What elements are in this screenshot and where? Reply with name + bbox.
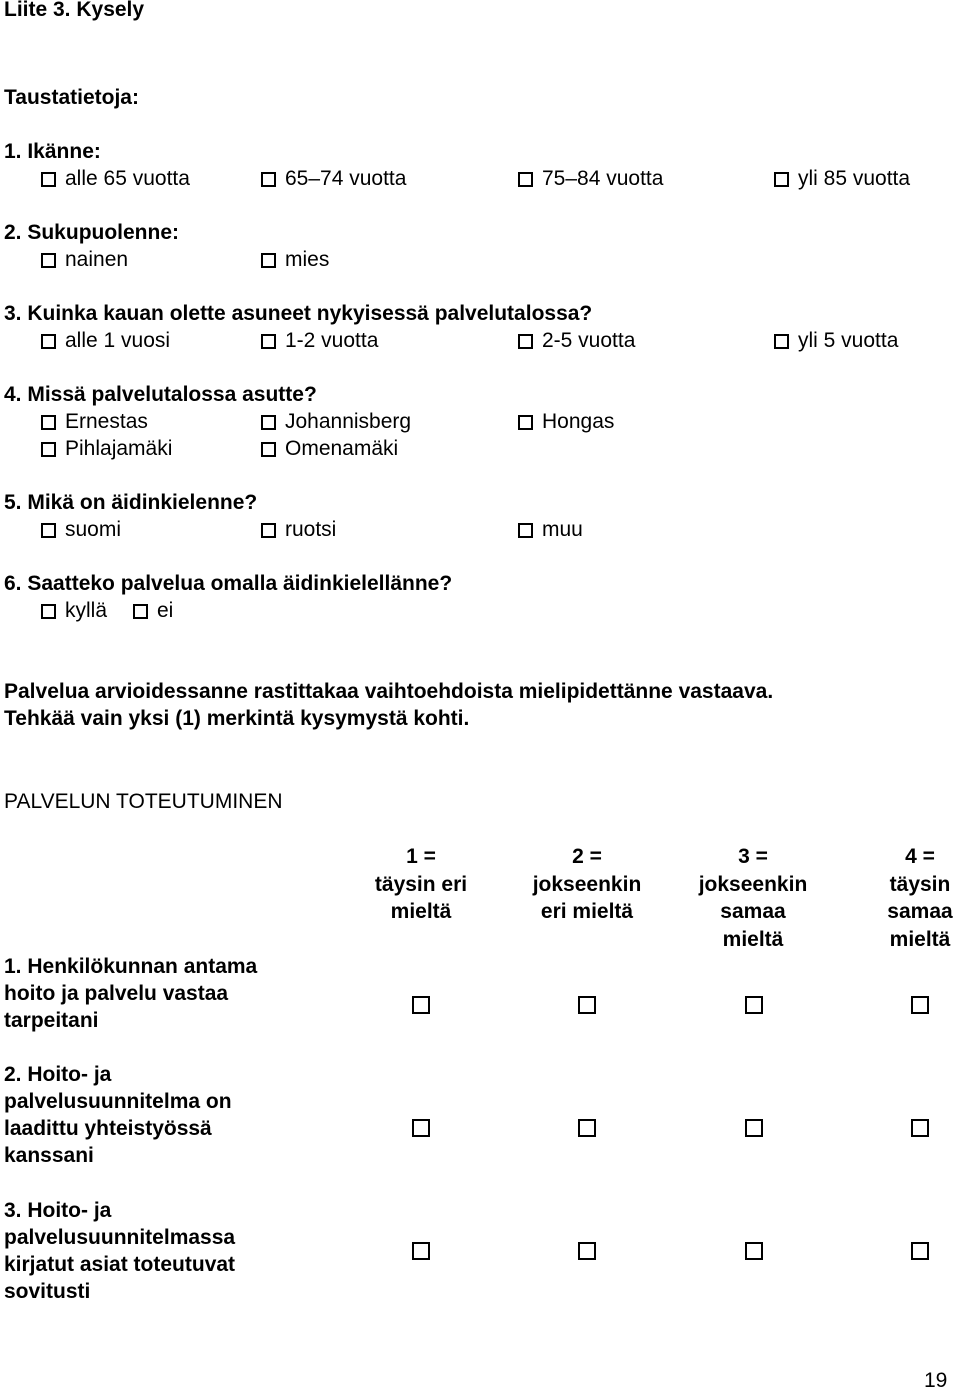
scale-heading-2: 2 = jokseenkin eri mieltä [532,845,642,923]
checkbox[interactable] [261,523,276,538]
rating-checkbox[interactable] [911,1242,929,1260]
rating-checkbox[interactable] [745,996,763,1014]
checkbox[interactable] [41,442,56,457]
scale-heading-4: 4 = täysin samaa mieltä [887,845,953,951]
appendix-title: Liite 3. Kysely [4,0,145,21]
gender-option-male[interactable]: mies [261,247,329,273]
question-residence-duration: 3. Kuinka kauan olette asuneet nykyisessä palvelutalossa? [4,302,593,325]
rating-checkbox[interactable] [412,996,430,1014]
age-option-over-85[interactable]: yli 85 vuotta [774,166,910,192]
language-option-finnish[interactable]: suomi [41,517,121,543]
house-option-johannisberg[interactable]: Johannisberg [261,409,411,435]
rating-checkbox[interactable] [412,1242,430,1260]
rating-checkbox[interactable] [578,996,596,1014]
checkbox[interactable] [261,172,276,187]
checkbox[interactable] [518,172,533,187]
checkbox[interactable] [774,334,789,349]
scale-heading-3: 3 = jokseenkin samaa mieltä [698,845,808,951]
house-option-pihlajamaki[interactable]: Pihlajamäki [41,436,172,462]
duration-option-over-5[interactable]: yli 5 vuotta [774,328,898,354]
service-language-option-yes[interactable]: kyllä [41,598,107,624]
language-option-other[interactable]: muu [518,517,583,543]
page-number: 19 [924,1369,948,1392]
checkbox[interactable] [41,334,56,349]
duration-option-1-2[interactable]: 1-2 vuotta [261,328,378,354]
checkbox[interactable] [41,253,56,268]
checkbox[interactable] [41,523,56,538]
background-heading: Taustatietoja: [4,86,139,109]
checkbox[interactable] [261,442,276,457]
duration-option-2-5[interactable]: 2-5 vuotta [518,328,635,354]
house-option-omenamaki[interactable]: Omenamäki [261,436,398,462]
rating-checkbox[interactable] [578,1242,596,1260]
language-option-swedish[interactable]: ruotsi [261,517,336,543]
checkbox[interactable] [261,415,276,430]
rating-item-text: 1. Henkilökunnan antama hoito ja palvelu vastaa tarpeitani [4,955,258,1032]
question-age: 1. Ikänne: [4,140,101,163]
rating-checkbox[interactable] [745,1119,763,1137]
checkbox[interactable] [133,604,148,619]
checkbox[interactable] [261,253,276,268]
rating-checkbox[interactable] [911,996,929,1014]
checkbox[interactable] [774,172,789,187]
question-service-house: 4. Missä palvelutalossa asutte? [4,383,317,406]
checkbox[interactable] [41,172,56,187]
checkbox[interactable] [41,415,56,430]
rating-item-text: 2. Hoito- ja palvelusuunnitelma on laadittu yhteistyössä kanssani [4,1063,232,1167]
rating-checkbox[interactable] [578,1119,596,1137]
rating-checkbox[interactable] [745,1242,763,1260]
checkbox[interactable] [41,604,56,619]
rating-item-text: 3. Hoito- ja palvelusuunnitelmassa kirjatut asiat toteutuvat sovitusti [4,1199,236,1303]
age-option-under-65[interactable]: alle 65 vuotta [41,166,190,192]
checkbox[interactable] [518,334,533,349]
rating-checkbox[interactable] [911,1119,929,1137]
duration-option-under-1[interactable]: alle 1 vuosi [41,328,170,354]
service-language-option-no[interactable]: ei [133,598,173,624]
instruction-line: Tehkää vain yksi (1) merkintä kysymystä kohti. [4,707,470,730]
checkbox[interactable] [261,334,276,349]
instruction-line: Palvelua arvioidessanne rastittakaa vaihtoehdoista mielipidettänne vastaava. [4,680,774,703]
question-native-language: 5. Mikä on äidinkielenne? [4,491,258,514]
rating-checkbox[interactable] [412,1119,430,1137]
checkbox[interactable] [518,415,533,430]
gender-option-female[interactable]: nainen [41,247,128,273]
scale-heading-1: 1 = täysin eri mieltä [374,845,468,923]
age-option-75-84[interactable]: 75–84 vuotta [518,166,663,192]
age-option-65-74[interactable]: 65–74 vuotta [261,166,406,192]
question-gender: 2. Sukupuolenne: [4,221,180,244]
house-option-hongas[interactable]: Hongas [518,409,614,435]
section-heading: PALVELUN TOTEUTUMINEN [4,790,283,813]
house-option-ernestas[interactable]: Ernestas [41,409,148,435]
question-service-language: 6. Saatteko palvelua omalla äidinkielellänne? [4,572,453,595]
checkbox[interactable] [518,523,533,538]
